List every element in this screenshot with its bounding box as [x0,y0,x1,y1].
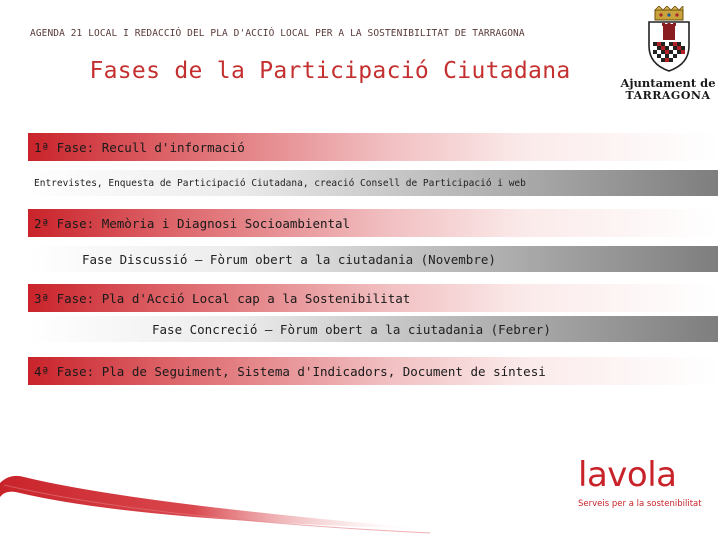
ajuntament-logo-line2: TARRAGONA [625,89,711,102]
phase-label: 3ª Fase: Pla d'Acció Local cap a la Sostenibilitat [34,290,411,306]
phase-bar [28,357,718,385]
lavola-tagline: Serveis per a la sostenibilitat [578,499,702,509]
phase-detail-label: Entrevistes, Enquesta de Participació Ciutadana, creació Consell de Participació i web [34,177,526,189]
phase-label: 1ª Fase: Recull d'informació [34,139,245,155]
ajuntament-logo [618,6,718,104]
red-swoosh-decoration [0,455,440,540]
header-subtitle: AGENDA 21 LOCAL I REDACCIÓ DEL PLA D'ACCIÓ LOCAL PER A LA SOSTENIBILITAT DE TARRAGONA [30,28,525,39]
coat-of-arms-icon [646,6,692,72]
phase-detail-bar [28,170,718,196]
lavola-wordmark: lavola [578,455,677,495]
phase-detail-bar [28,316,718,342]
phase-detail-label: Fase Concreció – Fòrum obert a la ciutadania (Febrer) [152,321,551,337]
ajuntament-logo-line1: Ajuntament de [620,76,716,90]
phase-bar [28,133,718,161]
phase-label: 4ª Fase: Pla de Seguiment, Sistema d'Indicadors, Document de síntesi [34,363,546,379]
phase-bar [28,209,718,237]
page-title: Fases de la Participació Ciutadana [89,58,571,84]
phase-detail-bar [28,246,718,272]
phase-label: 2ª Fase: Memòria i Diagnosi Socioambiental [34,215,351,231]
phase-bar [28,284,718,312]
phase-detail-label: Fase Discussió – Fòrum obert a la ciutadania (Novembre) [82,251,496,267]
lavola-logo [578,455,708,509]
